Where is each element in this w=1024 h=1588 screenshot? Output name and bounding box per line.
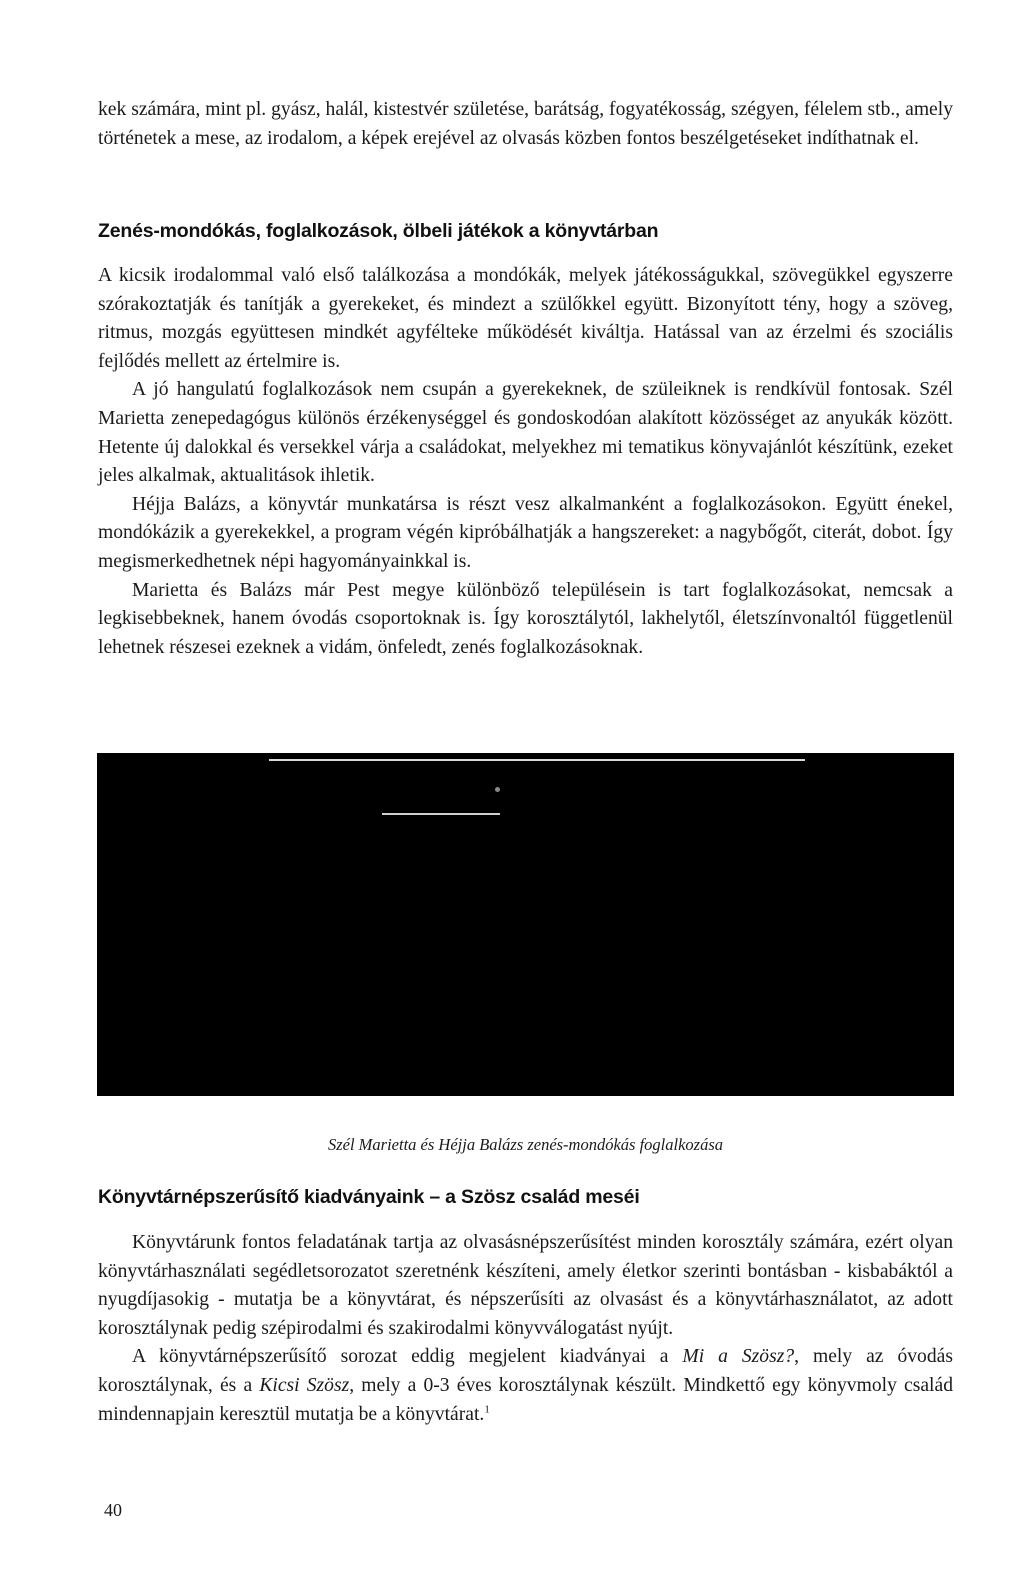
intro-paragraph: kek számára, mint pl. gyász, halál, kistestvér születése, barátság, fogyatékosság, szégyen, félelem stb., amely történetek a mese, az irodalom, a képek erejével az olvasás közben fontos beszélgetéseket indíthatnak el.	[98, 99, 953, 149]
paragraph-text: , mely az óvodás korosztálynak, és a	[98, 1346, 953, 1396]
section-1	[98, 218, 953, 244]
photo-caption: Szél Marietta és Héjja Balázs zenés-mondókás foglalkozása	[327, 1135, 724, 1154]
section-2-body	[98, 1229, 953, 1429]
photo-highlight-line	[269, 759, 805, 761]
section-1-paragraph-2: A jó hangulatú foglalkozások nem csupán a gyerekeknek, de szüleiknek is rendkívül fontosak. Szél Marietta zenepedagógus különös érzékenységgel és gondoskodóan alakított közösséget az anyukák között. Hetente új dalokkal és versekkel várja a családokat, melyekhez mi tematikus könyvajánlót készítünk, ezeket jeles alkalmak, aktualitások ihletik.	[98, 379, 953, 487]
book-title-mi-a-szosz: Mi a Szösz?	[682, 1346, 795, 1368]
book-title-kicsi-szosz: Kicsi Szösz	[259, 1374, 350, 1396]
section-1-paragraph-3: Héjja Balázs, a könyvtár munkatársa is részt vesz alkalmanként a foglalkozásokon. Együtt énekel, mondókázik a gyerekekkel, a program végén kipróbálhatják a hangszereket: a nagybőgőt, citerát, dobot. Így megismerkedhetnek népi hagyományainkkal is.	[98, 493, 953, 572]
section-2-paragraph-1: Könyvtárunk fontos feladatának tartja az olvasásnépszerűsítést minden korosztály számára, ezért olyan könyvtárhasználati segédletsorozatot szeretnénk készíteni, amely életkor szerinti bontásban - kisbabáktól a nyugdíjasokig - mutatja be a könyvtárat, és népszerűsíti az olvasást és a könyvtárhasználatot, az adott korosztálynak pedig szépirodalmi és szakirodalmi könyvválogatást nyújt.	[98, 1232, 953, 1339]
section-2-heading: Könyvtárnépszerűsítő kiadványaink – a Szösz család meséi	[98, 1186, 640, 1208]
photo-speck	[495, 787, 500, 792]
photo-highlight-line-small	[382, 813, 500, 815]
photo-dark	[97, 753, 954, 1096]
section-2	[98, 1184, 953, 1210]
section-1-heading: Zenés-mondókás, foglalkozások, ölbeli játékok a könyvtárban	[98, 220, 659, 242]
section-1-paragraph-1: A kicsik irodalommal való első találkozása a mondókák, melyek játékosságukkal, szövegükkel egyszerre szórakoztatják és tanítják a gyerekeket, és mindezt a szülőkkel együtt. Bizonyított tény, hogy a szöveg, ritmus, mozgás együttesen mindkét agyféltekе működését kiváltja. Hatással van az érzelmi és szociális fejlődés mellett az értelmire is.	[98, 265, 953, 372]
section-2-paragraph-2	[98, 1343, 953, 1429]
section-1-body	[98, 262, 953, 662]
footnote-marker: 1	[484, 1403, 490, 1416]
paragraph-text: A könyvtárnépszerűsítő sorozat eddig megjelent kiadványai a	[132, 1346, 683, 1368]
intro-block	[98, 96, 953, 153]
page-number: 40	[104, 1500, 122, 1520]
paragraph-text: , mely a 0-3 éves korosztálynak készült. Mindkettő egy könyvmoly család mindennapjain keresztül mutatja be a könyvtárat.	[98, 1374, 953, 1425]
section-1-paragraph-4: Marietta és Balázs már Pest megye különböző településein is tart foglalkozásokat, nemcsak a legkisebbeknek, hanem óvodás csoportoknak is. Így korosztálytól, lakhelytől, életszínvonaltól függetlenül lehetnek részesei ezeknek a vidám, önfeledt, zenés foglalkozásoknak.	[98, 579, 953, 658]
